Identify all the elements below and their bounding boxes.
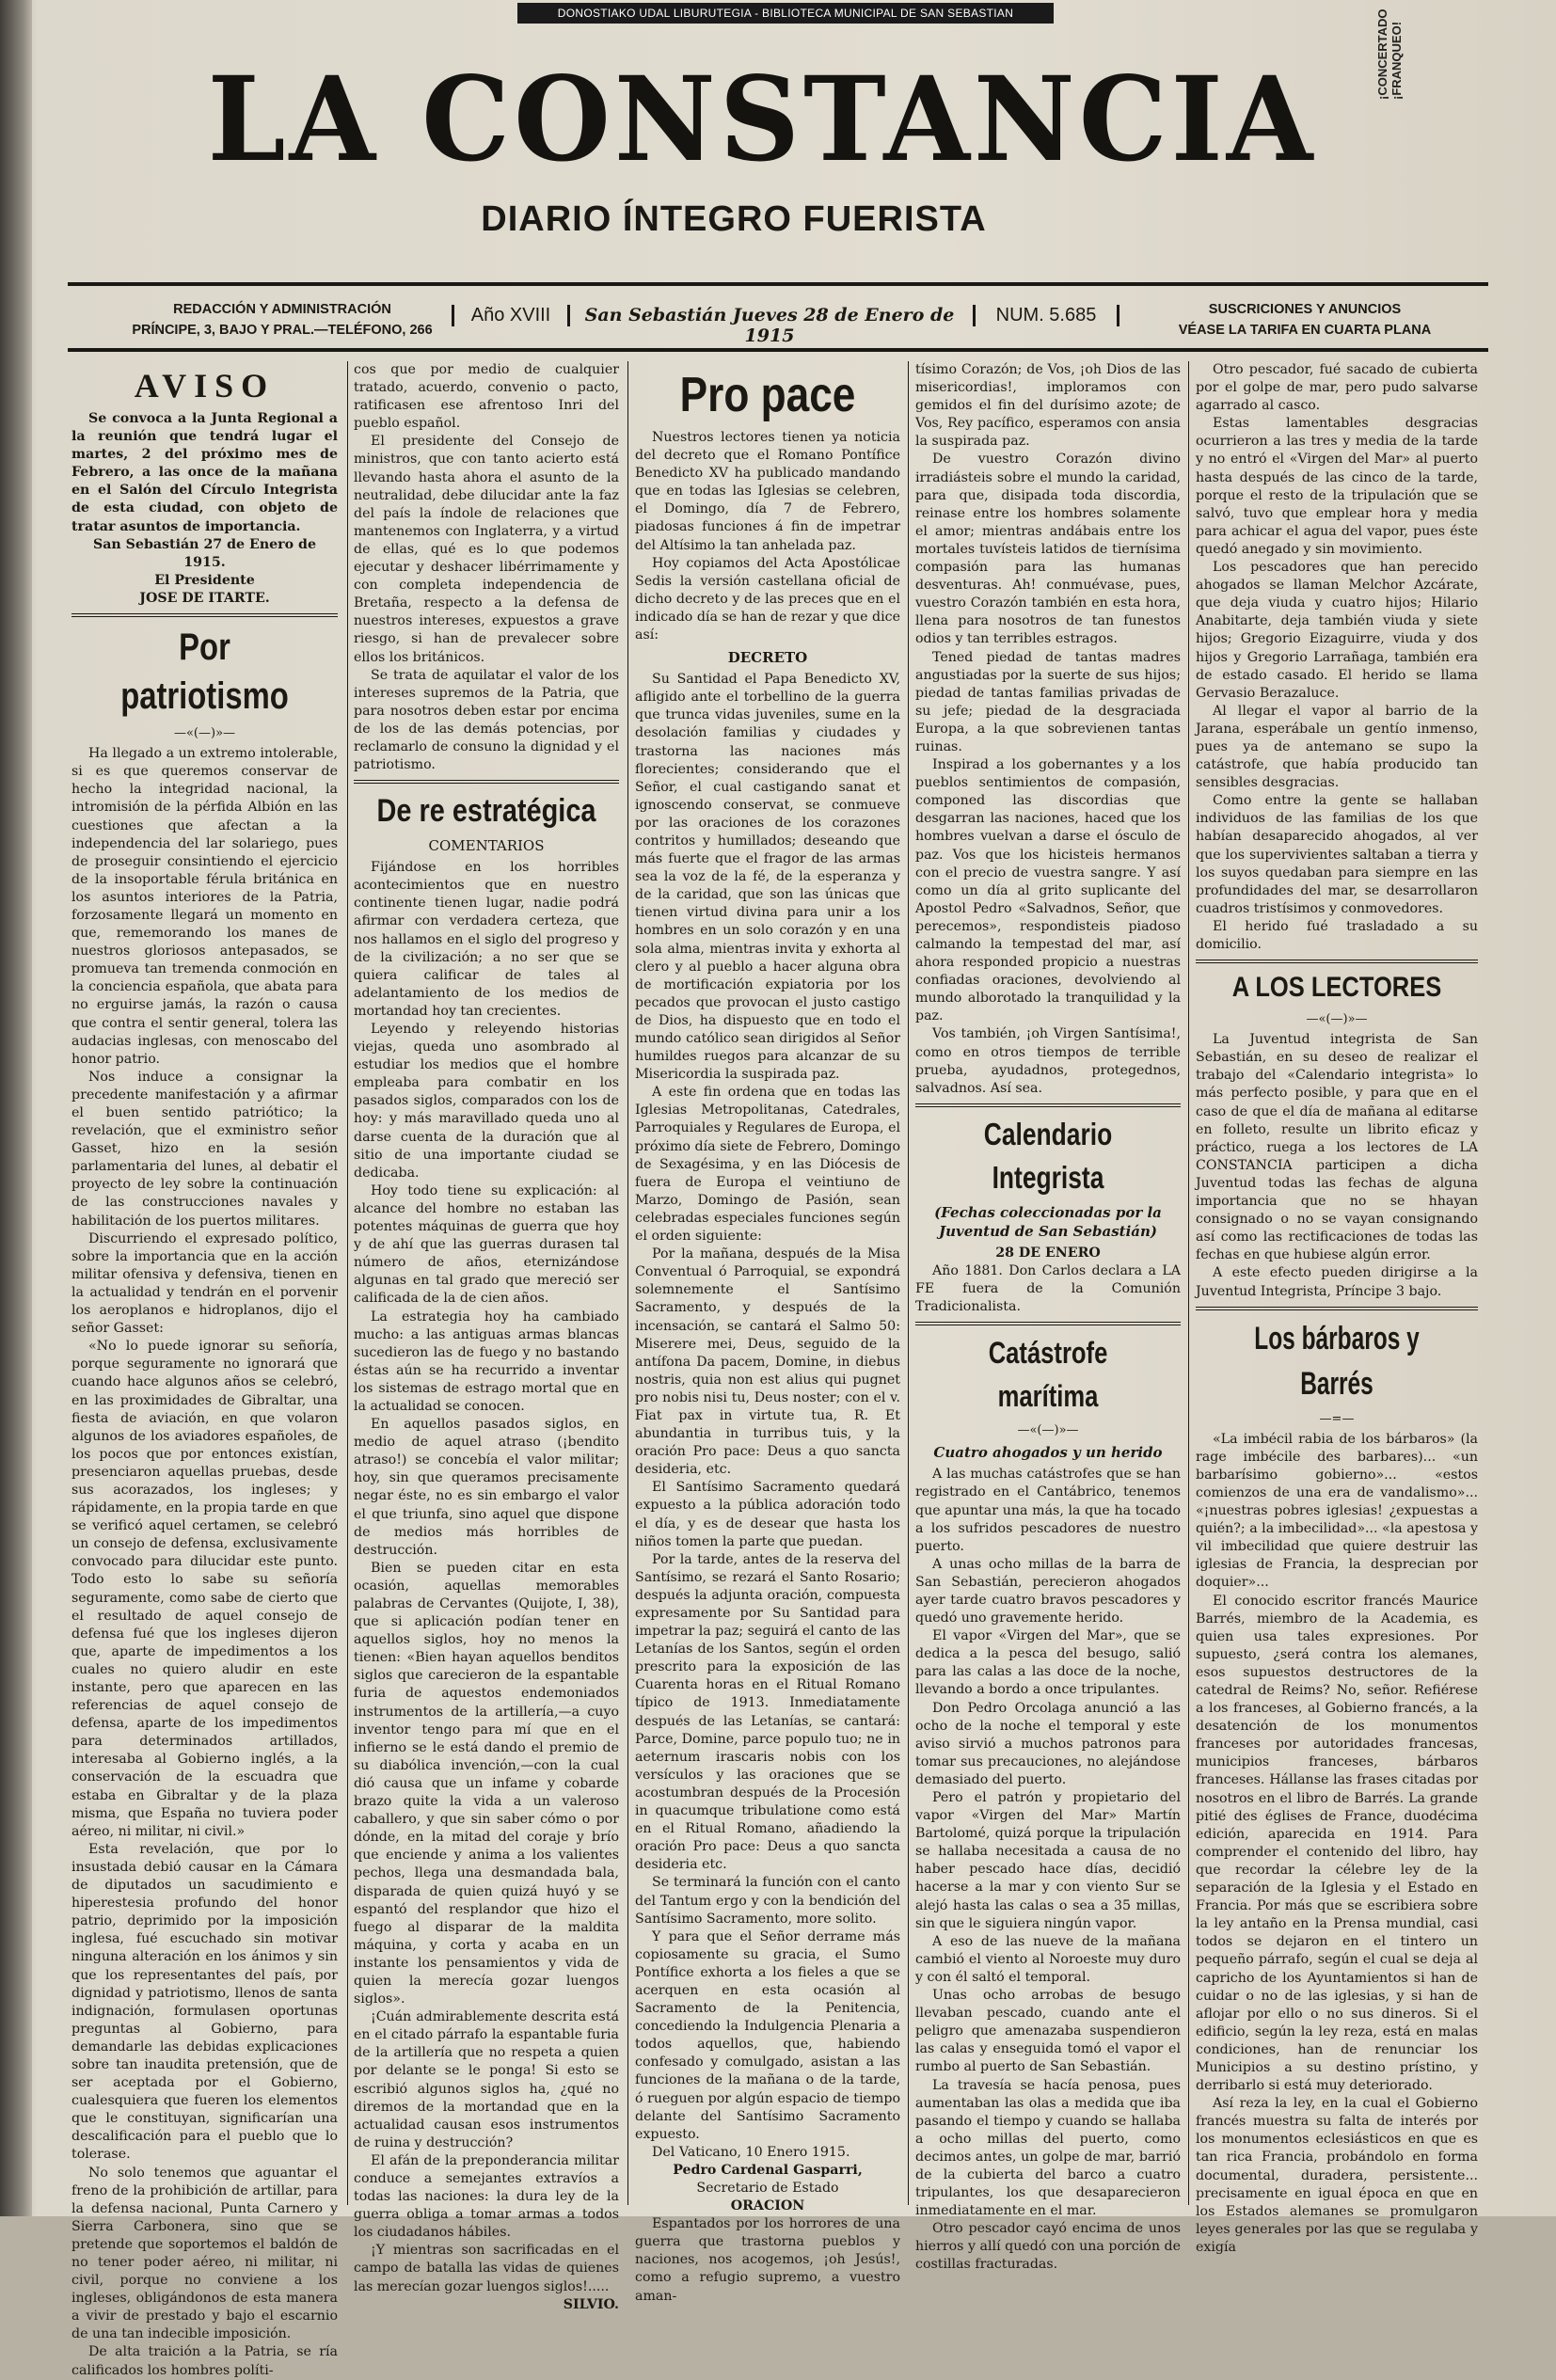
section-rule xyxy=(915,1322,1181,1325)
paragraph: Don Pedro Orcolaga anunció a las ocho de la noche el temporal y este aviso sirvió a muchos patronos para tomar sus precauciones, no alejándose demasiado del puerto. xyxy=(915,1700,1181,1787)
notice-signer: JOSE DE ITARTE. xyxy=(139,590,270,606)
notice-role: El Presidente xyxy=(154,572,255,588)
paragraph: Ha llegado a un extremo intolerable, si es que queremos conservar de hecho la integridad nacional, la intromisión de la pérfida Albión en las cuestiones que afectan a la independencia del lar solariego, pues de proseguir consintiendo el ejercicio de la insoportable férula británica en los asuntos interiores de la Patria, forzosamente llegará un momento en que, rememorando los manes de nuestros gloriosos antepasados, se promueva tan tremenda conmoción en la conciencia española, que abata para no erguirse jamás, la razón o causa que contra el sentir general, tolera las audacias inglesas, con menoscabo del honor patrio. xyxy=(71,746,338,1067)
paragraph: Se trata de aquilatar el valor de los intereses supremos de la Patria, que para nosotros deben estar por encima de los de las demás potencias, por reclamarlo de consuno la dignidad y el patriotismo. xyxy=(354,667,619,773)
section-rule xyxy=(1196,1307,1478,1310)
paragraph: De vuestro Corazón divino irradiásteis sobre el mundo la caridad, para que, disipada toda discordia, reinase entre los hombres solamente el amor; mientras andábais entre los mortales tuvísteis latidos de tiernísima compasión para las humanas desventuras. Ah! conmuévase, pues, vuestro Corazón también en esta hora, llena para nosotros de tan funestos odios y tan terribles estragos. xyxy=(915,452,1181,647)
decree-role: Secretario de Estado xyxy=(696,2181,839,2196)
column-2 xyxy=(354,361,619,2312)
paragraph: El presidente del Consejo de ministros, que con tanto acierto está llevando hasta ahora el asunto de la neutralidad, debe dilucidar ante la faz del país la índole de relaciones que mantenemos con Inglaterra, y a virtud de ellas, qué es lo que podemos ejecutar y deshacer libérrimamente y con completa independencia de Bretaña, respecto a la defensa de nuestros intereses, expuestos a grave riesgo, si han de prevalecer sobre ellos los británicos. xyxy=(354,434,619,665)
postage-note-line2: ¡FRANQUEO! xyxy=(1389,21,1404,100)
paragraph: Discurriendo el expresado político, sobre la importancia que en la acción militar ofensiva y defensiva, tienen en la actualidad y tendrán en el porvenir los aeroplanos e hidroplanos, dijo el señor Gasset: xyxy=(71,1230,338,1337)
paragraph: La Juventud integrista de San Sebastián, en su deseo de realizar el trabajo del «Calendario integrista» lo más perfecto posible, y para que en el caso de que el día de mañana al editarse en folleto, resulte un librito eficaz y práctico, ruega a los lectores de LA CONSTANCIA participen a dicha Juventud todas las fechas de alguna importancia que no se hhayan consignado o no se vayan consignando así como las rectificaciones de todas las fechas en que hubiese algún error. xyxy=(1196,1032,1478,1263)
paragraph: Otro pescador, fué sacado de cubierta por el golpe de mar, pero pudo salvarse agarrado al casco. xyxy=(1196,362,1478,414)
article-signature: SILVIO. xyxy=(563,2296,619,2312)
decree-heading: DECRETO xyxy=(727,649,808,667)
article-title: Los bárbaros y Barrés xyxy=(1254,1320,1420,1402)
section-rule xyxy=(1196,960,1478,963)
paragraph: El vapor «Virgen del Mar», que se dedica a la pesca del besugo, salió para las calas a las doce de la noche, llevando a bordo a once tripulantes. xyxy=(915,1628,1181,1698)
paragraph: Nuestros lectores tienen ya noticia del decreto que el Romano Pontífice Benedicto XV ha publicado mandando que en todas las Iglesias se celebren, el Domingo, día 7 de Febrero, piadosas funciones á fin de impetrar del Altísimo la tan anhelada paz. xyxy=(635,430,900,553)
section-rule xyxy=(915,1103,1181,1107)
paragraph: La travesía se hacía penosa, pues aumentaban las olas a medida que iba pasando el tiempo y cuando se hallaba a ocho millas del puerto, como decimos antes, un golpe de mar, barrió de la cubierta del barco a cuatro tripulantes, los que desaparecieron inmediatamente en el mar. xyxy=(915,2077,1181,2219)
column-rule xyxy=(908,361,909,2205)
ornament: —«(—)»— xyxy=(1017,1423,1079,1438)
column-3 xyxy=(635,361,900,2304)
paragraph: ¡Y mientras son sacrificadas en el campo de batalla las vidas de quienes las merecían gozar luengos siglos!..... xyxy=(354,2243,619,2294)
ornament: —=— xyxy=(1319,1411,1355,1426)
paragraph: A unas ocho millas de la barra de San Sebastián, perecieron ahogados ayer tarde cuatro bravos pescadores y quedó uno gravemente herido. xyxy=(915,1556,1181,1626)
article-title: A LOS LECTORES xyxy=(1231,972,1442,1004)
paragraph: Leyendo y releyendo historias viejas, queda uno asombrado al estudiar los medios que el hombre empleaba para combatir en los pasados siglos, comparados con los de hoy: y más maravillado queda uno al darse cuenta de la duración que al sitio de una importante ciudad se dedicaba. xyxy=(354,1022,619,1181)
header-rule-top xyxy=(68,282,1488,286)
column-1 xyxy=(71,361,338,2378)
newspaper-subtitle: DIARIO ÍNTEGRO FUERISTA xyxy=(481,199,987,239)
paragraph: Nos induce a consignar la precedente manifestación y a afirmar el buen sentido patriótico; la revelación, que el exministro señor Gasset, hizo en la sesión parlamentaria del lunes, al debatir el proyecto de ley sobre la continuación de las construcciones navales y habilitación de los puertos militares. xyxy=(71,1069,338,1229)
paragraph: Al llegar el vapor al barrio de la Jarana, esperábale un gentío inmenso, pues ya de antemano se supo la catástrofe, que había producido tan sensibles desgracias. xyxy=(1196,703,1478,791)
office-line2: PRÍNCIPE, 3, BAJO Y PRAL.—TELÉFONO, 266 xyxy=(132,323,433,338)
subs-line2: VÉASE LA TARIFA EN CUARTA PLANA xyxy=(1178,323,1432,338)
paragraph: Hoy todo tiene su explicación: al alcance del hombre no estaban las potentes máquinas de guerra que hoy y de ahí que las guerras durasen tal número de años, eternizándose algunas en tal grado que mereció ser calificada de la de cien años. xyxy=(354,1182,619,1307)
paragraph: Los pescadores que han perecido ahogados se llaman Melchor Azcárate, que deja viuda y cuatro hijos; Hilario Anabitarte, deja también viuda y siete hijos; Gregorio Eizaguirre, viuda y dos hijos y Gregorio Larrañaga, también era de estado casado. El herido se llama Gervasio Berazaluce. xyxy=(1196,560,1478,701)
section-rule xyxy=(354,780,619,784)
subs-line1: SUSCRICIONES Y ANUNCIOS xyxy=(1208,302,1402,317)
issue-number: NUM. 5.685 xyxy=(973,305,1119,326)
paragraph: A las muchas catástrofes que se han registrado en el Cantábrico, tenemos que apuntar una más, la que ha tocado a los sufridos pescadores de nuestro puerto. xyxy=(915,1467,1181,1554)
column-4 xyxy=(915,361,1181,2273)
calendar-title: Calendario Integrista xyxy=(983,1116,1113,1195)
ornament: —«(—)»— xyxy=(1306,1012,1368,1027)
library-banner: DONOSTIAKO UDAL LIBURUTEGIA - BIBLIOTECA MUNICIPAL DE SAN SEBASTIAN xyxy=(517,3,1054,24)
paragraph: Así reza la ley, en la cual el Gobierno francés muestra su falta de interés por los monumentos eclesiásticos en que es tan rica Francia, probándolo en forma documental, duradera, persistente... precisamente en igual época en que en los Estados alemanes se promulgaron leyes generales por las que se regulaba y exigía xyxy=(1196,2096,1478,2255)
paragraph: En aquellos pasados siglos, en medio de aquel atraso (¡bendito atraso!) se concebía el valor militar; hoy, sin que queramos precisamente negar éste, no es sin embargo el valor el que triunfa, sino aquel que dispone de medios más horribles de destrucción. xyxy=(354,1417,619,1558)
paragraph: El herido fué trasladado a su domicilio. xyxy=(1196,918,1478,952)
paragraph: La estrategia hoy ha cambiado mucho: a las antiguas armas blancas sucedieron las de fuego y no bastando éstas aún se ha recurrido a inventar los sistemas de estrago mortal que en la actualidad se conocen. xyxy=(354,1309,619,1414)
issue-year: Año XVIII xyxy=(452,305,570,326)
office-line1: REDACCIÓN Y ADMINISTRACIÓN xyxy=(173,302,391,317)
book-spine xyxy=(0,0,32,2216)
paragraph: «La imbécil rabia de los bárbaros» (la rage imbécile des barbares)... «un barbarísimo gobierno»... «estos comienzos de una era de vandalismo»... «¡nuestras pobres iglesias! ¿expuestas a quién?; a la imbecilidad»... «la apestosa y vil imbecilidad que quiere destruir las iglesias de Francia, la desprecian por doquier»... xyxy=(1196,1431,1478,1591)
paragraph: Inspirad a los gobernantes y a los pueblos sentimientos de compasión, componed las discordias que desgarran las naciones, haced que los hombres vuelvan a darse el ósculo de paz. Vos que los hicisteis hermanos con el precio de vuestra sangre. Y así como un día al grito suplicante del Apostol Pedro «Salvadnos, Señor, que perecemos», respondisteis piadoso calmando la tempestad del mar, así ahora responded propicio a nuestras confiadas oraciones, devolviendo al mundo alborotado la tranquilidad y la paz. xyxy=(915,757,1181,1024)
paragraph: Tened piedad de tantas madres angustiadas por la suerte de sus hijos; piedad de tantas familias privadas de su jefe; piedad de la desgraciada Europa, a la que sobrevienen tantas ruinas. xyxy=(915,649,1181,754)
decree-signer: Pedro Cardenal Gasparri, xyxy=(673,2162,863,2178)
paragraph: De alta traición a la Patria, se ría calificados los hombres políti- xyxy=(71,2344,338,2378)
column-rule xyxy=(627,361,628,2205)
article-subhead: Cuatro ahogados y un herido xyxy=(933,1444,1163,1462)
paragraph: Su Santidad el Papa Benedicto XV, afligido ante el torbellino de la guerra que trunca vidas juveniles, sume en la desolación familias y ciudades y trastorna las naciones más florecientes; considerando que el Señor, el cual castigando sanat et ignoscendo conservat, se conmueve por las oraciones de los corazones contritos y humillados; deseando que más fuerte que el fragor de las armas sea la voz de la fé, de la esperanza y de la caridad, que son las únicas que tienen virtud divina para unir a los hombres en un solo corazón y en una sola alma, mientras invita y exhorta al clero y al pueblo a hacer alguna obra de mortificación expiatoria por los pecados que provocan el justo castigo de Dios, ha dispuesto que en todo el mundo católico sean dirigidos al Señor humildes ruegos para alcanzar de su Misericordia la suspirada paz. xyxy=(635,672,900,1083)
newspaper-title: LA CONSTANCIA xyxy=(207,50,1317,188)
paragraph: Pero el patrón y propietario del vapor «Virgen del Mar» Martín Bartolomé, quizá porque la tripulación se hallaba necesitada a causa de no haber pescado hace días, decidió hacerse a la mar y con viento Sur se alejó hasta las calas o sea a 35 millas, sin que le siguiera ningún vapor. xyxy=(915,1790,1181,1931)
paragraph: tísimo Corazón; de Vos, ¡oh Dios de las misericordias!, imploramos con gemidos el fin del durísimo azote; de Vos, Rey pacífico, esperamos con ansia la suspirada paz. xyxy=(915,362,1181,450)
paragraph: Y para que el Señor derrame más copiosamente su gracia, el Sumo Pontífice exhorta a los fieles a que se acerquen en esta ocasión al Sacramento de la Penitencia, concediendo la Indulgencia Plenaria a todos aquellos, que, habiendo confesado y comulgado, asistan a las funciones de la mañana o de la tarde, ó rueguen por algún espacio de tiempo delante del Santísimo Sacramento expuesto. xyxy=(635,1928,900,2142)
calendar-date: 28 DE ENERO xyxy=(995,1245,1101,1261)
paragraph: A eso de las nueve de la mañana cambió el viento al Noroeste muy duro y con él saltó el temporal. xyxy=(915,1933,1181,1985)
article-title: Catástrofe marítima xyxy=(988,1336,1108,1414)
paragraph: A este fin ordena que en todas las Iglesias Metropolitanas, Catedrales, Parroquiales y Regulares de Europa, el próximo día siete de Febrero, Domingo de Sexagésima, y en las Diócesis de fuera de Europa el veintiuno de Marzo, Domingo de Pasión, sean celebradas especiales funciones según el orden siguiente: xyxy=(635,1085,900,1245)
article-subhead: COMENTARIOS xyxy=(428,837,545,855)
column-rule xyxy=(347,361,348,2205)
paragraph: No solo tenemos que aguantar el freno de la prohibición de artillar, para la defensa nacional, Punta Carnero y Sierra Carbonera, sino que se pretende que soportemos el baldón de no tener poder aéreo, ni militar, ni civil, porque no conviene a los ingleses, obligándonos de esta manera a vivir de prestado y bajo el escarnio de una tan indecible imposición. xyxy=(71,2165,338,2342)
notice-heading: AVISO xyxy=(134,367,276,405)
section-rule xyxy=(71,613,338,617)
article-title: De re estratégica xyxy=(376,793,596,830)
paragraph: El afán de la preponderancia militar conduce a semejantes extravíos a todas las naciones: la dura ley de la guerra obliga a tomar armas a todos los ciudadanos hábiles. xyxy=(354,2152,619,2241)
article-title: Pro pace xyxy=(679,368,856,422)
paragraph: Hoy copiamos del Acta Apostólicae Sedis la versión castellana oficial de dicho decreto y de las preces que en el indicado día se han de rezar y que dice así: xyxy=(635,555,900,643)
paragraph: Se terminará la función con el canto del Tantum ergo y con la bendición del Santísimo Sacramento, more solito. xyxy=(635,1875,900,1927)
notice-date: San Sebastián 27 de Enero de 1915. xyxy=(92,536,316,570)
paragraph: Como entre la gente se hallaban individuos de las familias de los que habían desaparecido ahogados, al ver que los supervivientes saltaban a tierra y los suyos quedaban para siempre en las profundidades del mar, se desarrollaron cuadros tristísimos y conmovedores. xyxy=(1196,793,1478,916)
issue-date: San Sebastián Jueves 28 de Enero de 1915 xyxy=(584,305,955,346)
paragraph: A este efecto pueden dirigirse a la Juventud Integrista, Príncipe 3 bajo. xyxy=(1196,1265,1478,1299)
paragraph: El conocido escritor francés Maurice Barrés, miembro de la Academia, es quien usa tales expresiones. Por supuesto, ¿será contra los alemanes, esos supuestos destructores de la catedral de Reims? No, señor. Refiérese a los franceses, al Gobierno francés, a la desatención de los monumentos franceses por autoridades francesas, municipios franceses, bárbaros franceses. Hállanse las frases citadas por nosotros en el libro de Barrés. La grande pitié des églises de France, duodécima edición, aparecida en 1914. Para comprender el contenido del libro, hay que recordar la célebre ley de la separación de la Iglesia y el Estado en Francia. Por más que se escribiera sobre la ley antaño en la Prensa mundial, casi todos se dejaron en el tintero un pequeño párrafo, según el cual se deja al capricho de los Ayuntamientos si han de cuidar o no de las iglesias, y si han de aflojar por ello o no sus dineros. Si el edificio, según la ley reza, está en malas condiciones, han de renunciar los Municipios a su destino prístino, y derribarlo si está muy deteriorado. xyxy=(1196,1593,1478,2094)
paragraph: Por la tarde, antes de la reserva del Santísimo, se rezará el Santo Rosario; después la adjunta oración, compuesta expresamente por Su Santidad para impetrar la paz; seguirá el canto de las Letanías de los Santos, según el orden prescrito para la exposición de las Cuarenta horas en el Ritual Romano típico de 1913. Inmediatamente después de las Letanías, se cantará: Parce, Domine, parce populo tuo; ne in aeternum irascaris nobis con los versículos y las oraciones que se acostumbran después de la Procesión in quacumque tribulatione como está en el Ritual Romano, añadiendo la oración Pro pace: Deus a quo sancta desideria etc. xyxy=(635,1551,900,1873)
decree-date: Del Vaticano, 10 Enero 1915. xyxy=(652,2144,850,2160)
office-info xyxy=(122,299,442,341)
paragraph: ¡Cuán admirablemente descrita está en el citado párrafo la espantable furia de la artillería que no respeta a quien por delante se le ponga! Si esto se escribió algunos siglos ha, ¿qué no diremos de la mortandad que en la actualidad causan esos instrumentos de ruina y destrucción? xyxy=(354,2009,619,2150)
calendar-entry: Año 1881. Don Carlos declara a LA FE fuera de la Comunión Tradicionalista. xyxy=(915,1262,1181,1315)
subscription-info xyxy=(1150,299,1460,341)
column-5 xyxy=(1196,361,1478,2255)
postage-note-line1: ¡CONCERTADO xyxy=(1375,8,1389,100)
column-rule xyxy=(1188,361,1189,2205)
paragraph: Otro pescador cayó encima de unos hierros y allí quedó con una porción de costillas fracturadas. xyxy=(915,2221,1181,2273)
paragraph: «No lo puede ignorar su señoría, porque seguramente no ignorará que cuando hace algunos años se celebró, en las proximidades de Gibraltar, una fiesta de aviación, en que volaron algunos de los aviadores españoles, de los pocos que por entonces existían, presenciaron aquellas pruebas, desde sus acorazados, los ingleses; y rápidamente, en la propia tarde en que se verificó aquel certamen, se celebró un consejo de defensa, exclusivamente convocado para dilucidar este punto. Todo esto lo sabe su señoría seguramente, como sabe de cierto que el resultado de aquel consejo de defensa fué que los ingleses dijeron que, aparte de impedimentos a los cuales no quiero aludir en este instante, pero que aparecen en las referencias de aquel consejo de defensa, aparte de los impedimentos para determinados artillados, interesaba al Gobierno inglés, a la conservación de la escuadra que estaba en Gibraltar y de la plaza misma, que España no tuviera poder aéreo, ni militar, ni civil.» xyxy=(71,1339,338,1839)
paragraph: Vos también, ¡oh Virgen Santísima!, como en otros tiempos de terrible prueba, ayudadnos, protegednos, salvadnos. Así sea. xyxy=(915,1026,1181,1096)
article-title: Por patriotismo xyxy=(120,627,289,718)
paragraph: Fijándose en los horribles acontecimientos que en nuestro continente tienen lugar, nadie podrá afirmar con verdadera certeza, que nos hallamos en el siglo del progreso y de la civilización; a no ser que se quiera calificar de tales al adelantamiento de los medios de mortandad hoy tan crecientes. xyxy=(354,860,619,1019)
paragraph: cos que por medio de cualquier tratado, acuerdo, convenio o pacto, ratificasen ese afrentoso Inri del pueblo español. xyxy=(354,362,619,432)
paragraph: Bien se pueden citar en esta ocasión, aquellas memorables palabras de Cervantes (Quijote, I, 38), que si aplicación podían tener en aquellos siglos, hoy no menos la tienen: «Bien hayan aquellos benditos siglos que carecieron de la espantable furia de aquestos endemoniados instrumentos de la artillería,—a cuyo inventor tengo para mí que en el infierno se le está dando el premio de su diabólica invención,—con la cual dió causa que un infame y cobarde brazo quite la vida a un valeroso caballero, y que sin saber cómo o por dónde, en la mitad del coraje y brío que enciende y anima a los valientes pechos, llega una desmandada bala, disparada de quien quizá huyó y se espantó del resplandor que hizo el fuego al disparar de la maldita máquina, y corta y acaba en un instante los pensamientos y vida de quien la merecía gozar luengos siglos». xyxy=(354,1560,619,2007)
calendar-subtitle: (Fechas coleccionadas por la Juventud de San Sebastián) xyxy=(934,1203,1162,1240)
ornament: —«(—)»— xyxy=(173,726,236,741)
paragraph: Por la mañana, después de la Misa Conventual ó Parroquial, se expondrá solemnemente el Santísimo Sacramento, y después de la incensación, se cantará el Salmo 50: Miserere mei, Deus, seguido de la antífona Da pacem, Domine, in diebus nostris, quia non est alius qui pugnet pro nobis nisi tu, Deus noster; con el v. Fiat pax in virtute tua, R. Et abundantia in turribus tuis, y la oración Pro pace: Deus a quo sancta desideria, etc. xyxy=(635,1246,900,1478)
paragraph: El Santísimo Sacramento quedará expuesto a la pública adoración todo el día, y es de desear que hasta los niños tomen la parte que puedan. xyxy=(635,1480,900,1549)
postage-note xyxy=(1375,0,1413,100)
notice-text: Se convoca a la Junta Regional a la reunión que tendrá lugar el martes, 2 del próximo mes de Febrero, a las once de la mañana en el Salón del Círculo Integrista de esta ciudad, con objeto de tratar asuntos de importancia. xyxy=(71,411,338,534)
prayer-heading: ORACION xyxy=(730,2198,805,2214)
paragraph: Estas lamentables desgracias ocurrieron a las tres y media de la tarde y no entró el «Virgen del Mar» al puerto hasta después de las cinco de la tarde, porque el resto de la tripulación que se salvó, tuvo que emplear hora y media para achicar el agua del vapor, pues éste quedó anegado y sin movimiento. xyxy=(1196,416,1478,557)
paragraph: Esta revelación, que por lo insustada debió causar en la Cámara de diputados un sacudimiento e hiperestesia profundo del honor patrio, deprimido por la imposición inglesa, fué escuchado sin motivar ninguna alteración en los ánimos y sin que los representantes del país, por dignidad y patriotismo, llenos de santa indignación, formulasen oportunas preguntas al Gobierno, para demandarle las debidas explicaciones sobre tan inaudita pretensión, que de ser aceptada por el Gobierno, cualesquiera que fueren los elementos que le constituyan, significarían una descalificación para el pueblo que lo tolerase. xyxy=(71,1841,338,2163)
paragraph: Unas ocho arrobas de besugo llevaban pescado, cuando ante el peligro que amenazaba suspendieron las calas y enseguida tomó el vapor el rumbo al puerto de San Sebastián. xyxy=(915,1988,1181,2075)
paragraph: Espantados por los horrores de una guerra que trastorna pueblos y naciones, nos acogemos, ¡oh Jesús!, como a refugio supremo, a vuestro aman- xyxy=(635,2216,900,2304)
header-rule-bottom xyxy=(68,348,1488,352)
